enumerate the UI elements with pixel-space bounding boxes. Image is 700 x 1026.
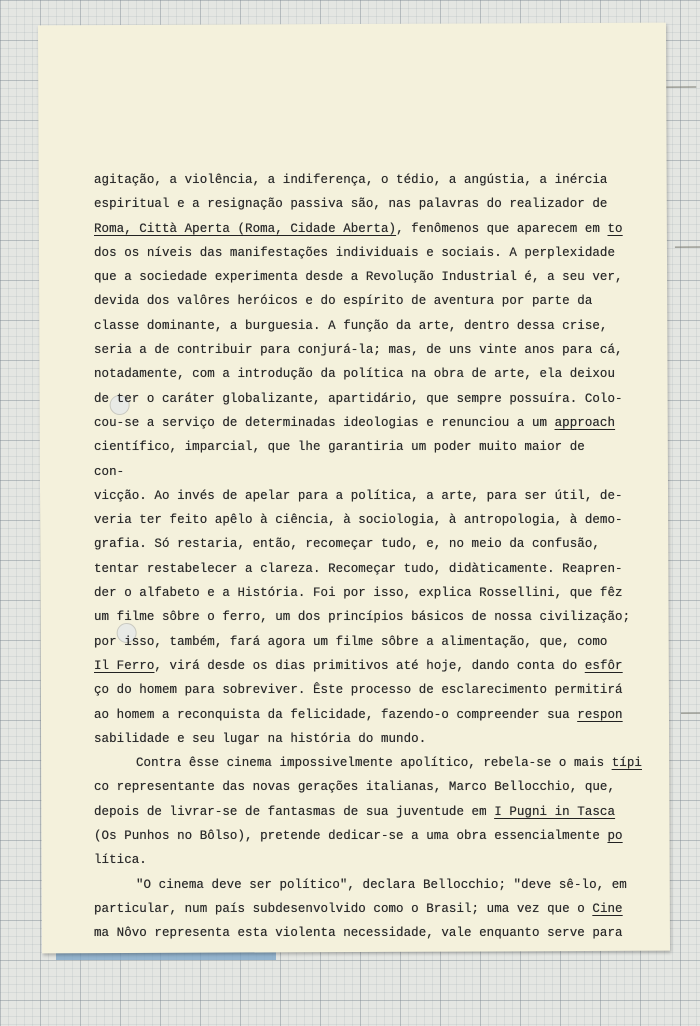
text-line xyxy=(94,168,644,192)
text-segment: , fenômenos que aparecem em xyxy=(396,221,608,236)
text-line xyxy=(94,314,644,338)
folder-edge xyxy=(56,952,276,960)
text-line xyxy=(94,484,644,508)
typewritten-text xyxy=(94,168,644,946)
underlined-text: esfôr xyxy=(584,658,623,673)
text-line xyxy=(94,800,644,824)
text-segment: Contra êsse cinema impossivelmente apolítico, rebela-se o mais xyxy=(136,756,612,771)
text-line xyxy=(94,241,644,265)
text-segment: ço do homem para sobreviver. Êste processo de esclarecimento permitirá xyxy=(94,683,623,698)
text-segment: particular, num país subdesenvolvido como o Brasil; uma vez que o xyxy=(94,901,593,916)
text-segment: , virá desde os dias primitivos até hoje, dando conta do xyxy=(154,658,585,673)
text-line xyxy=(94,338,644,362)
text-segment: espiritual e a resignação passiva são, nas palavras do realizador de xyxy=(94,197,608,212)
text-segment: grafia. Só restaria, então, recomeçar tudo, e, no meio da confusão, xyxy=(94,537,600,552)
text-segment: der o alfabeto e a História. Foi por isso, explica Rossellini, que fêz xyxy=(94,586,623,601)
text-segment: ao homem a reconquista da felicidade, fazendo-o compreender sua xyxy=(94,707,578,722)
text-segment: lítica. xyxy=(94,853,147,868)
text-segment: depois de livrar-se de fantasmas de sua juventude em xyxy=(94,804,495,819)
text-segment: seria a de contribuir para conjurá-la; mas, de uns vinte anos para cá, xyxy=(94,343,623,358)
margin-mark xyxy=(681,712,700,713)
text-segment: científico, imparcial, que lhe garantiria um poder muito maior de xyxy=(94,440,585,455)
text-line xyxy=(94,557,644,581)
underlined-text: típi xyxy=(611,756,642,771)
text-segment: classe dominante, a burguesia. A função da arte, dentro dessa crise, xyxy=(94,318,608,333)
text-segment: um filme sôbre o ferro, um dos princípios básicos de nossa civilização; xyxy=(94,610,631,625)
text-line xyxy=(94,703,644,727)
text-segment: por isso, também, fará agora um filme sôbre a alimentação, que, como xyxy=(94,634,608,649)
text-line xyxy=(94,824,644,848)
text-line xyxy=(94,435,644,459)
text-line xyxy=(94,581,644,605)
text-segment: agitação, a violência, a indiferença, o tédio, a angústia, a inércia xyxy=(94,173,608,187)
text-line xyxy=(94,508,644,532)
text-segment: cou-se a serviço de determinadas ideologias e renunciou a um xyxy=(94,415,555,430)
text-line xyxy=(94,678,644,702)
text-segment: sabilidade e seu lugar na história do mundo. xyxy=(94,731,427,746)
text-line xyxy=(94,848,644,872)
underlined-text: respon xyxy=(577,707,623,722)
text-line xyxy=(94,605,644,629)
text-line xyxy=(94,192,644,216)
underlined-text: po xyxy=(607,829,623,844)
underlined-text: to xyxy=(607,221,623,236)
text-segment: que a sociedade experimenta desde a Revolução Industrial é, a seu ver, xyxy=(94,270,623,285)
text-segment: dos os níveis das manifestações individuais e sociais. A perplexidade xyxy=(94,245,616,260)
text-line xyxy=(94,751,644,775)
underlined-text: approach xyxy=(554,415,616,430)
text-segment: (Os Punhos no Bôlso), pretende dedicar-se a uma obra essencialmente xyxy=(94,829,608,844)
text-segment: tentar restabelecer a clareza. Recomeçar tudo, didàticamente. Reapren- xyxy=(94,561,623,576)
margin-mark xyxy=(666,87,696,88)
text-line xyxy=(94,460,644,484)
text-segment: vicção. Ao invés de apelar para a política, a arte, para ser útil, de- xyxy=(94,488,623,503)
text-line xyxy=(94,217,644,241)
text-line xyxy=(94,654,644,678)
margin-mark xyxy=(675,246,700,247)
text-line xyxy=(94,921,644,945)
text-line xyxy=(94,897,644,921)
text-line xyxy=(94,873,644,897)
underlined-text: Roma, Città Aperta (Roma, Cidade Aberta) xyxy=(94,221,397,236)
text-segment: "O cinema deve ser político", declara Bellocchio; "deve sê-lo, em xyxy=(136,877,627,892)
text-segment: ma Nôvo representa esta violenta necessidade, vale enquanto serve para xyxy=(94,926,623,941)
underlined-text: I Pugni in Tasca xyxy=(494,804,616,819)
text-segment: co representante das novas gerações italianas, Marco Bellocchio, que, xyxy=(94,780,616,795)
underlined-text: Il Ferro xyxy=(94,658,155,673)
text-line xyxy=(94,265,644,289)
text-line xyxy=(94,727,644,751)
text-line xyxy=(94,532,644,556)
text-segment: veria ter feito apêlo à ciência, à sociologia, à antropologia, à demo- xyxy=(94,513,623,528)
text-line xyxy=(94,289,644,313)
text-segment: notadamente, com a introdução da política na obra de arte, ela deixou xyxy=(94,367,616,382)
text-line xyxy=(94,775,644,799)
text-segment: devida dos valôres heróicos e do espírito de aventura por parte da xyxy=(94,294,593,309)
text-line xyxy=(94,630,644,654)
text-line xyxy=(94,362,644,386)
underlined-text: Cine xyxy=(592,901,623,916)
text-line xyxy=(94,411,644,435)
text-segment: con- xyxy=(94,464,125,479)
text-line xyxy=(94,387,644,411)
text-segment: de ter o caráter globalizante, apartidário, que sempre possuíra. Colo- xyxy=(94,391,623,406)
